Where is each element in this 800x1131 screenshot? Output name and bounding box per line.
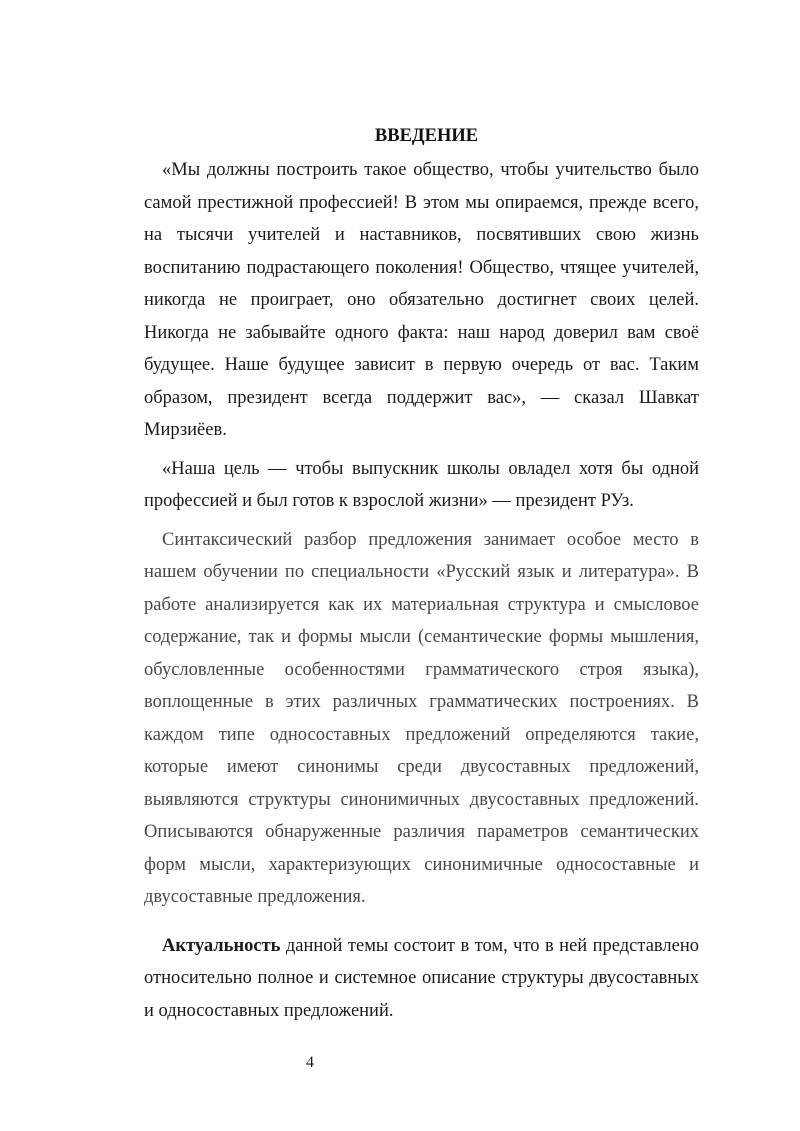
paragraph-quote-goal: «Наша цель — чтобы выпускник школы овладел хотя бы одной профессией и был готов к взрослой жизни» — президент РУз. xyxy=(144,458,699,511)
section-title: ВВЕДЕНИЕ xyxy=(374,126,479,146)
page-number: 4 xyxy=(306,1054,314,1071)
page-content xyxy=(144,124,699,1027)
paragraph-quote-mirziyoyev: «Мы должны построить такое общество, чтобы учительство было самой престижной профессией! В этом мы опираемся, прежде всего, на тысячи учителей и наставников, посвятивших свою жизнь воспитанию подрастающего поколения! Общество, чтящее учителей, никогда не проиграет, оно обязательно достигнет своих целей. Никогда не забывайте одного факта: наш народ доверил вам своё будущее. Наше будущее зависит в первую очередь от вас. Таким образом, президент всегда поддержит вас», — сказал Шавкат Мирзиёев. xyxy=(144,160,699,440)
relevance-term: Актуальность xyxy=(162,935,281,956)
paragraph-syntax-analysis: Синтаксический разбор предложения занимает особое место в нашем обучении по специальности «Русский язык и литература». В работе анализируется как их материальная структура и смысловое содержание, так и формы мысли (семантические формы мышления, обусловленные особенностями грамматического строя языка), воплощенные в этих различных грамматических построениях. В каждом типе односоставных предложений определяются такие, которые имеют синонимы среди двусоставных предложений, выявляются структуры синонимичных двусоставных предложений. Описываются обнаруженные различия параметров семантических форм мысли, характеризующих синонимичные односоставные и двусоставные предложения. xyxy=(144,529,699,907)
relevance-text: данной темы состоит в том, что в ней представлено относительно полное и системное описание структуры двусоставных и односоставных предложений. xyxy=(144,935,699,1021)
paragraph-relevance xyxy=(144,930,699,1028)
